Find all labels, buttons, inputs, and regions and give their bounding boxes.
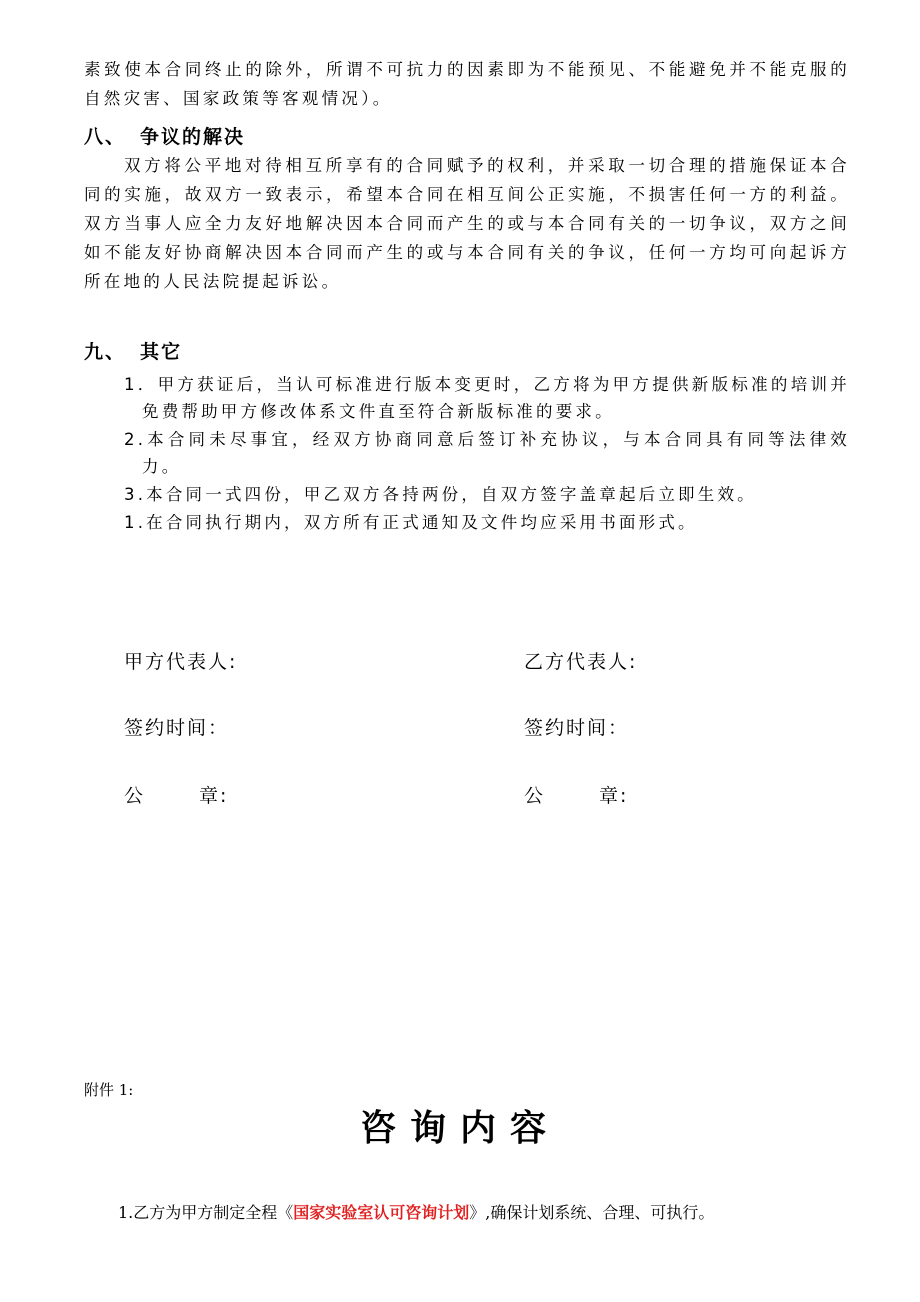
list-item: 1．甲方获证后，当认可标准进行版本变更时，乙方将为甲方提供新版标准的培训并免费帮助甲方修改体系文件直至符合新版标准的要求。 <box>124 375 850 421</box>
attachment-item-prefix: 1.乙方为甲方制定全程《 <box>118 1203 294 1222</box>
attachment-item <box>118 1200 714 1223</box>
party-a-date-label: 签约时间： <box>124 717 230 739</box>
section8-number: 八、 <box>84 126 127 148</box>
party-b-date-label: 签约时间： <box>524 717 630 739</box>
attachment-item-highlight: 国家实验室认可咨询计划 <box>293 1203 470 1222</box>
section7-continuation: 素致使本合同终止的除外，所谓不可抗力的因素即为不能预见、不能避免并不能克服的自然灾害、国家政策等客观情况）。 <box>84 60 850 108</box>
list-item: 2.本合同未尽事宜，经双方协商同意后签订补充协议，与本合同具有同等法律效力。 <box>124 430 850 476</box>
seal-char: 公 <box>124 785 146 807</box>
list-item: 1.在合同执行期内，双方所有正式通知及文件均应采用书面形式。 <box>124 513 698 532</box>
list-item: 3.本合同一式四份，甲乙双方各持两份，自双方签字盖章起后立即生效。 <box>124 485 757 504</box>
attachment-title: 咨询内容 <box>359 1107 560 1149</box>
attachment-item-suffix: 》,确保计划系统、合理、可执行。 <box>469 1203 715 1222</box>
seal-char: 公 <box>524 785 546 807</box>
attachment-label: 附件 1: <box>84 1081 134 1099</box>
party-b-seal-label <box>524 781 628 808</box>
section9-list <box>124 371 850 537</box>
section9-title: 其它 <box>140 341 183 363</box>
section8-title: 争议的解决 <box>140 126 246 148</box>
party-b-representative-label: 乙方代表人: <box>524 651 638 673</box>
section8-body: 双方将公平地对待相互所享有的合同赋予的权利，并采取一切合理的措施保证本合同的实施，故双方一致表示，希望本合同在相互间公正实施，不损害任何一方的利益。双方当事人应全力友好地解决因本合同而产生的或与本合同有关的一切争议，双方之间如不能友好协商解决因本合同而产生的或与本合同有关的争议，任何一方均可向起诉方所在地的人民法院提起诉讼。 <box>84 156 850 291</box>
party-a-representative-label: 甲方代表人: <box>124 651 238 673</box>
party-a-seal-label <box>124 781 228 808</box>
seal-char: 章: <box>599 785 629 807</box>
section8-heading <box>84 122 245 149</box>
section9-number: 九、 <box>84 341 127 363</box>
seal-char: 章: <box>199 785 229 807</box>
section9-heading <box>84 337 182 364</box>
